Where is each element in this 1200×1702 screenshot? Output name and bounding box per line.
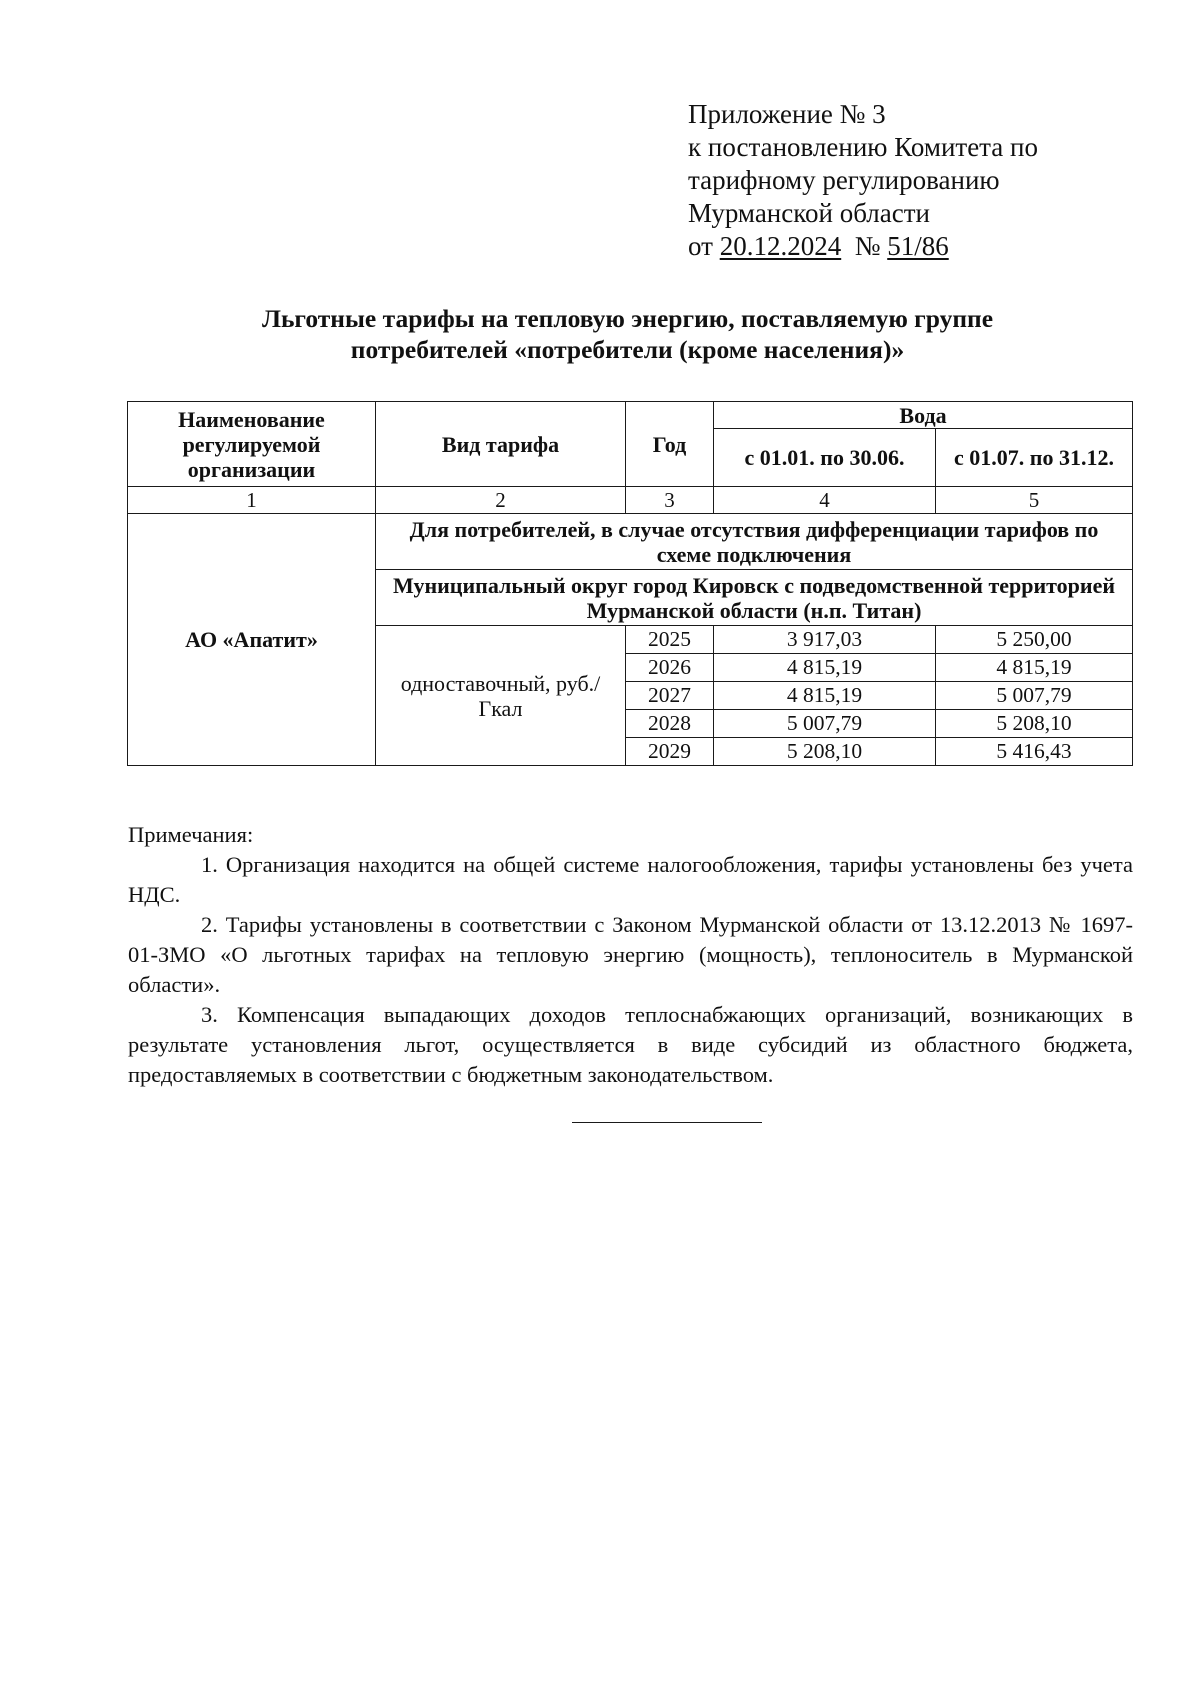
year-cell: 2028	[626, 710, 714, 738]
column-number: 2	[376, 487, 626, 514]
territory: Муниципальный округ город Кировск с подведомственной территорией Мурманской области (н.п. Титан)	[376, 570, 1133, 626]
column-number: 4	[714, 487, 936, 514]
tariff-h2-cell: 5 007,79	[936, 682, 1133, 710]
notes-heading: Примечания:	[128, 822, 254, 847]
column-number: 5	[936, 487, 1133, 514]
header-period-2: с 01.07. по 31.12.	[936, 429, 1133, 487]
header-period-1: с 01.01. по 30.06.	[714, 429, 936, 487]
appendix-resolution-ref: к постановлению Комитета по	[688, 132, 1038, 162]
note-item: 1. Организация находится на общей системе налогообложения, тарифы установлены без учета НДС.	[128, 852, 1133, 907]
appendix-date-line	[688, 230, 1148, 263]
appendix-number: Приложение № 3	[688, 99, 886, 129]
column-number: 1	[128, 487, 376, 514]
number-prefix: №	[854, 231, 881, 261]
header-water: Вода	[714, 402, 1133, 429]
resolution-number: 51/86	[887, 231, 949, 261]
tariff-h2-cell: 5 250,00	[936, 626, 1133, 654]
notes-section	[128, 820, 1133, 1090]
group-note-row	[128, 514, 1133, 570]
tariff-h1-cell: 3 917,03	[714, 626, 936, 654]
header-row-1	[128, 402, 1133, 429]
tariff-h1-cell: 4 815,19	[714, 682, 936, 710]
group-note: Для потребителей, в случае отсутствия дифференциации тарифов по схеме подключения	[376, 514, 1133, 570]
appendix-header	[688, 98, 1148, 263]
tariff-table	[127, 401, 1133, 766]
appendix-region: Мурманской области	[688, 198, 930, 228]
resolution-date: 20.12.2024	[719, 231, 842, 261]
appendix-committee: тарифному регулированию	[688, 165, 1000, 195]
column-number-row	[128, 487, 1133, 514]
note-item: 3. Компенсация выпадающих доходов теплоснабжающих организаций, возникающих в результате установления льгот, осуществляется в виде субсидий из областного бюджета, предоставляемых в соответствии с бюджетным законодательством.	[128, 1002, 1133, 1087]
organization-name: АО «Апатит»	[128, 514, 376, 766]
tariff-h1-cell: 5 007,79	[714, 710, 936, 738]
note-item: 2. Тарифы установлены в соответствии с Законом Мурманской области от 13.12.2013 № 1697-01-ЗМО «О льготных тарифах на тепловую энергию (мощность), теплоноситель в Мурманской области».	[128, 912, 1133, 997]
document-title	[120, 303, 1135, 365]
year-cell: 2025	[626, 626, 714, 654]
header-year: Год	[626, 402, 714, 487]
tariff-h2-cell: 5 208,10	[936, 710, 1133, 738]
tariff-kind: одноставочный, руб./Гкал	[376, 626, 626, 766]
tariff-h2-cell: 4 815,19	[936, 654, 1133, 682]
header-organization: Наименование регулируемой организации	[128, 402, 376, 487]
column-number: 3	[626, 487, 714, 514]
tariff-h1-cell: 5 208,10	[714, 738, 936, 766]
year-cell: 2027	[626, 682, 714, 710]
year-cell: 2026	[626, 654, 714, 682]
year-cell: 2029	[626, 738, 714, 766]
header-tariff-type: Вид тарифа	[376, 402, 626, 487]
date-prefix: от	[688, 231, 713, 261]
title-line-2: потребителей «потребители (кроме населения)»	[350, 335, 905, 364]
tariff-h1-cell: 4 815,19	[714, 654, 936, 682]
tariff-h2-cell: 5 416,43	[936, 738, 1133, 766]
title-line-1: Льготные тарифы на тепловую энергию, поставляемую группе	[261, 304, 994, 333]
end-divider	[572, 1122, 762, 1123]
